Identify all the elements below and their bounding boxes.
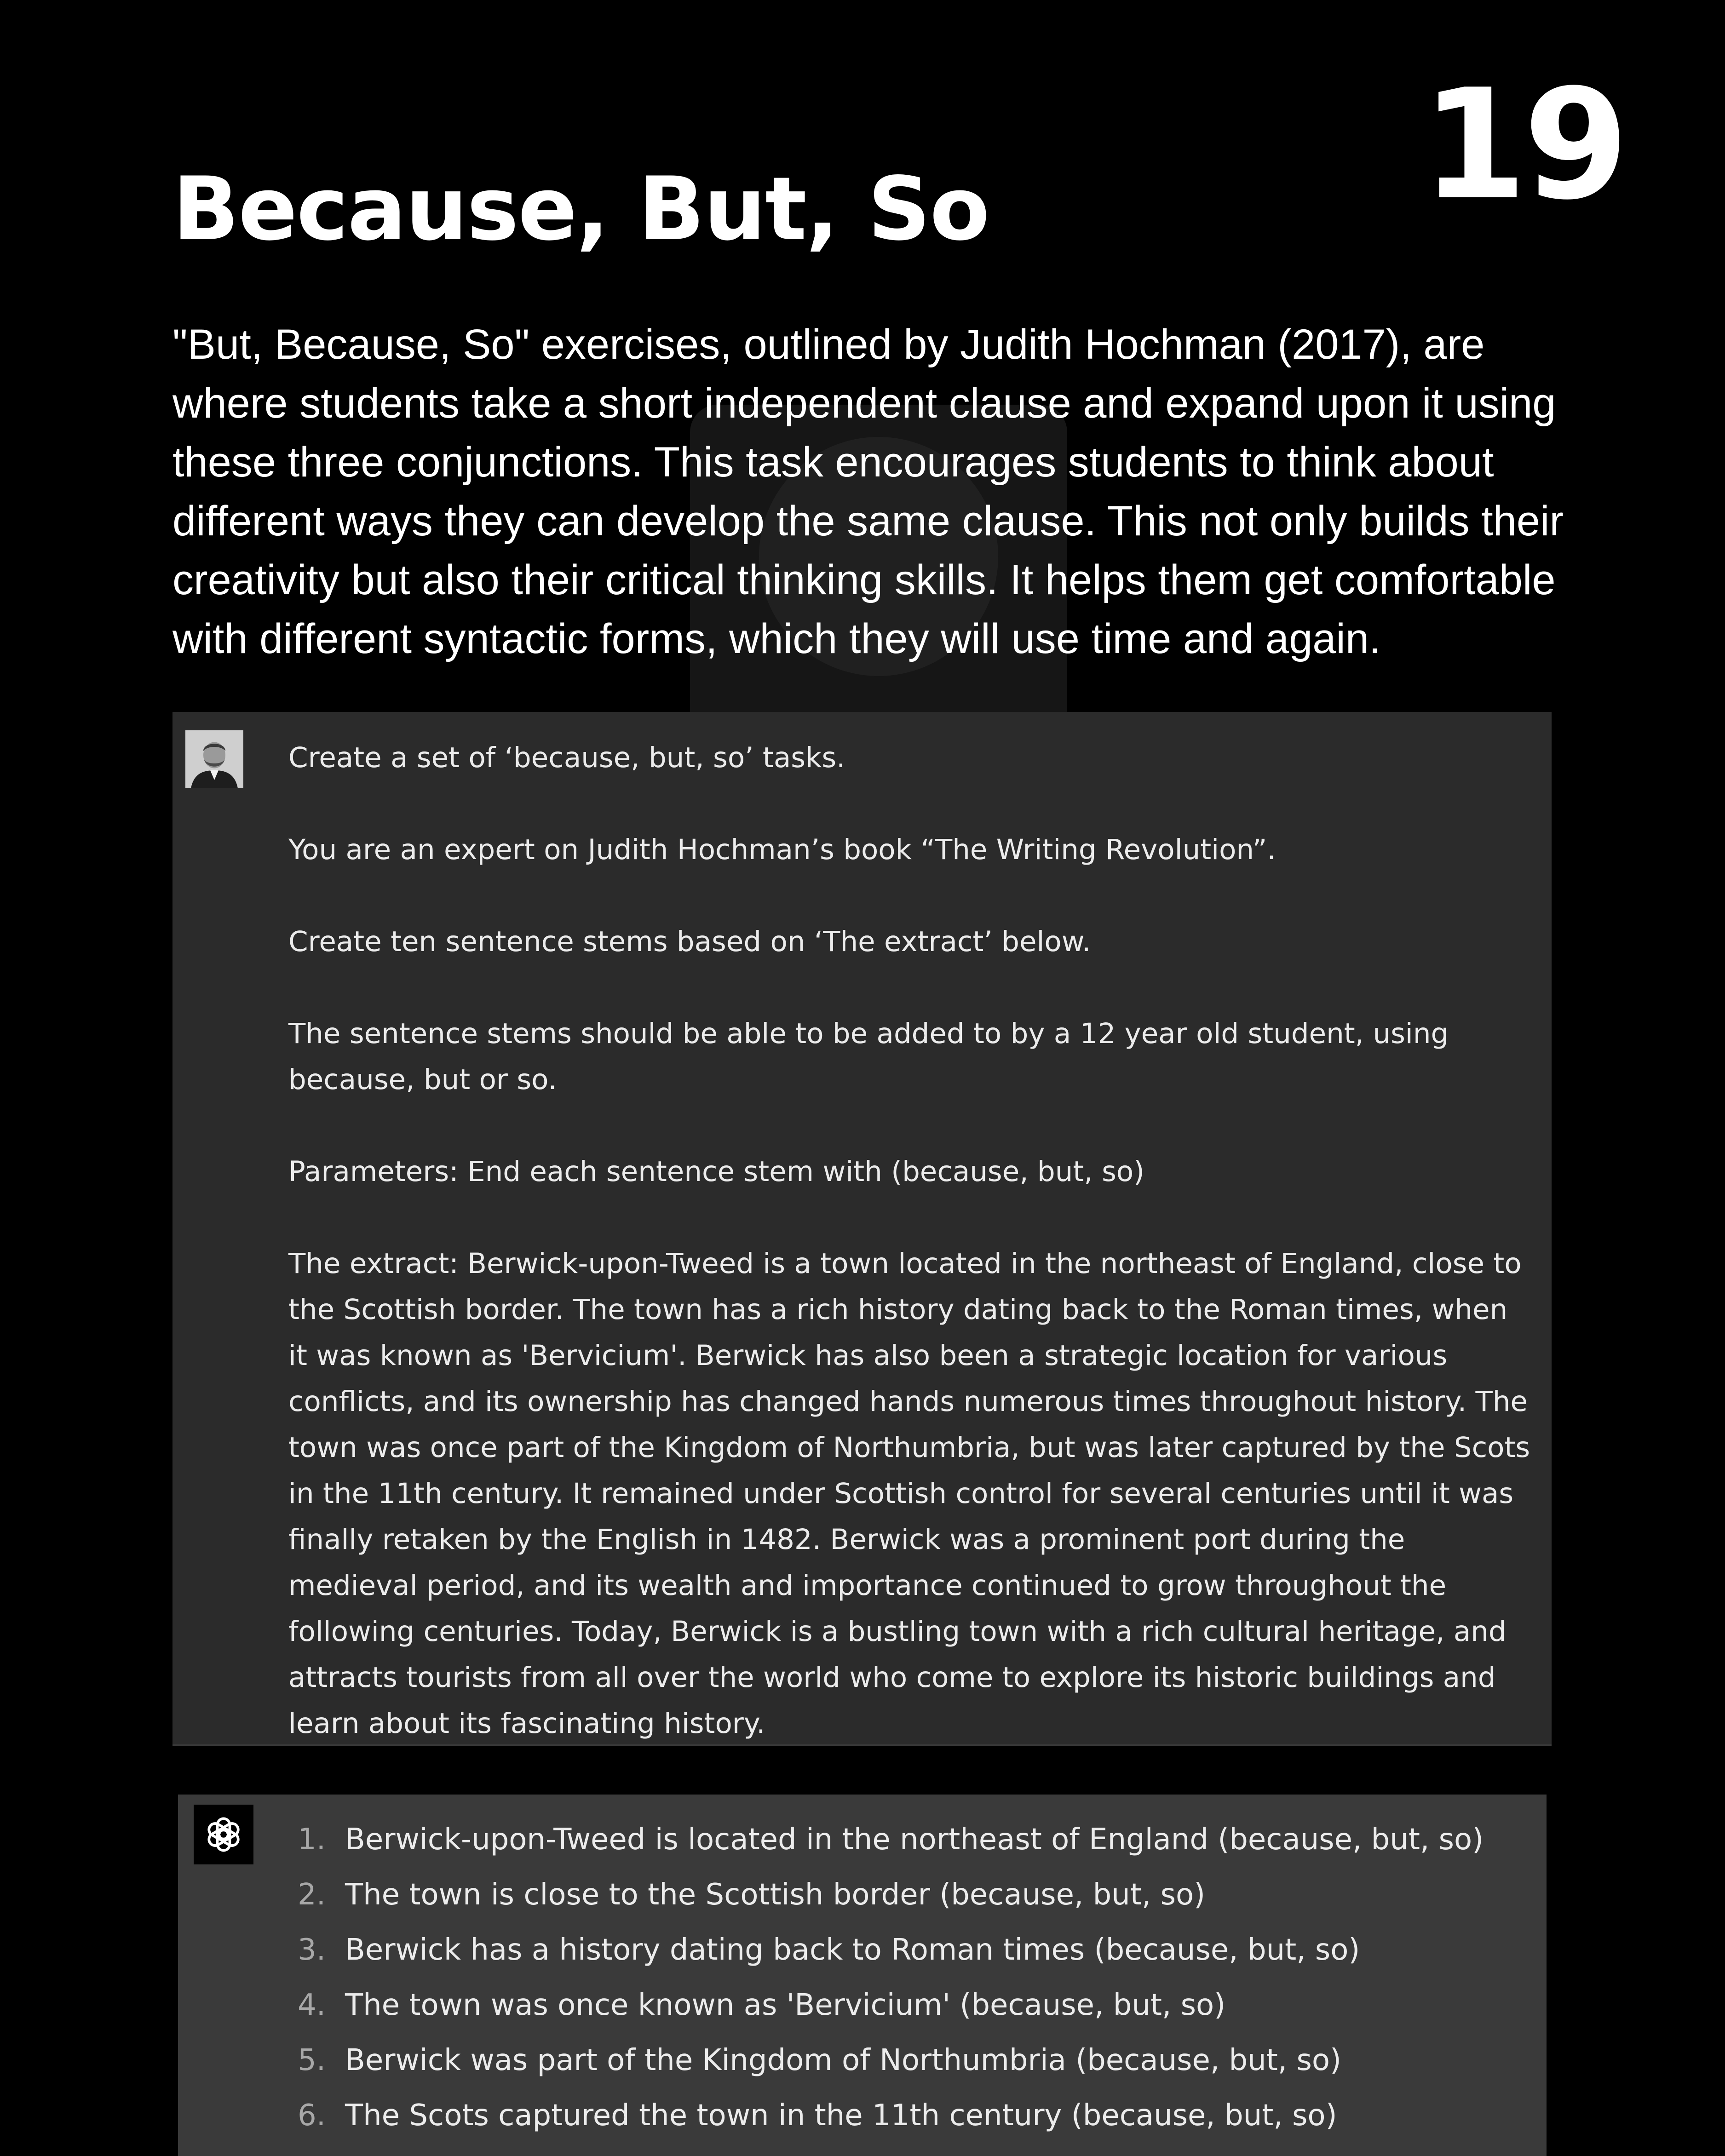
list-item-text: The Scots captured the town in the 11th century (because, but, so) [345,2099,1337,2133]
list-item-number: 3. [298,1933,326,1967]
list-item-number: 6. [298,2099,326,2133]
prompt-text [288,735,1530,1747]
page-title: Because, But, So [172,158,989,260]
list-item-number: 2. [298,1878,326,1912]
reply-list [178,1812,1547,2143]
user-avatar-icon [185,730,243,788]
list-item [178,1922,1547,1978]
prompt-line: Create a set of ‘because, but, so’ tasks. [288,741,845,774]
list-item [178,2088,1547,2143]
list-item-text: Berwick has a history dating back to Roman times (because, but, so) [345,1933,1360,1967]
list-item-number: 5. [298,2043,326,2077]
list-item-text: The town was once known as 'Bervicium' (because, but, so) [345,1988,1226,2022]
list-item [178,1978,1547,2033]
list-item-number: 1. [298,1823,326,1857]
prompt-parameters: Parameters: End each sentence stem with (because, but, so) [288,1155,1144,1188]
intro-paragraph: "But, Because, So" exercises, outlined by Judith Hochman (2017), are where students take a short independent clause and expand upon it using these three conjunctions. This task encourages students to think about different ways they can develop the same clause. This not only builds their creativity but also their critical thinking skills. It helps them get comfortable with different syntactic forms, which they will use time and again. [172,321,1564,662]
prompt-line: You are an expert on Judith Hochman’s book “The Writing Revolution”. [288,833,1276,866]
prompt-panel [172,712,1552,1746]
list-item-text: The town is close to the Scottish border (because, but, so) [345,1878,1206,1912]
list-item [178,2033,1547,2088]
list-item [178,1867,1547,1922]
prompt-line: Create ten sentence stems based on ‘The extract’ below. [288,925,1091,958]
page-number: 19 [1421,57,1626,233]
reply-panel [178,1795,1547,2156]
list-item-number: 4. [298,1988,326,2022]
prompt-extract: The extract: Berwick-upon-Tweed is a town located in the northeast of England, close to the Scottish border. The town has a rich history dating back to the Roman times, when it was known as 'Bervicium'. Berwick has also been a strategic location for various conflicts, and its ownership has changed hands numerous times throughout history. The town was once part of the Kingdom of Northumbria, but was later captured by the Scots in the 11th century. It remained under Scottish control for several centuries until it was finally retaken by the English in 1482. Berwick was a prominent port during the medieval period, and its wealth and importance continued to grow throughout the following centuries. Today, Berwick is a bustling town with a rich cultural heritage, and attracts tourists from all over the world who come to explore its historic buildings and learn about its fascinating history. [288,1247,1530,1740]
prompt-line: The sentence stems should be able to be added to by a 12 year old student, using because, but or so. [288,1017,1449,1096]
list-item-text: Berwick was part of the Kingdom of Northumbria (because, but, so) [345,2043,1341,2077]
list-item [178,1812,1547,1867]
list-item-text: Berwick-upon-Tweed is located in the northeast of England (because, but, so) [345,1823,1484,1857]
